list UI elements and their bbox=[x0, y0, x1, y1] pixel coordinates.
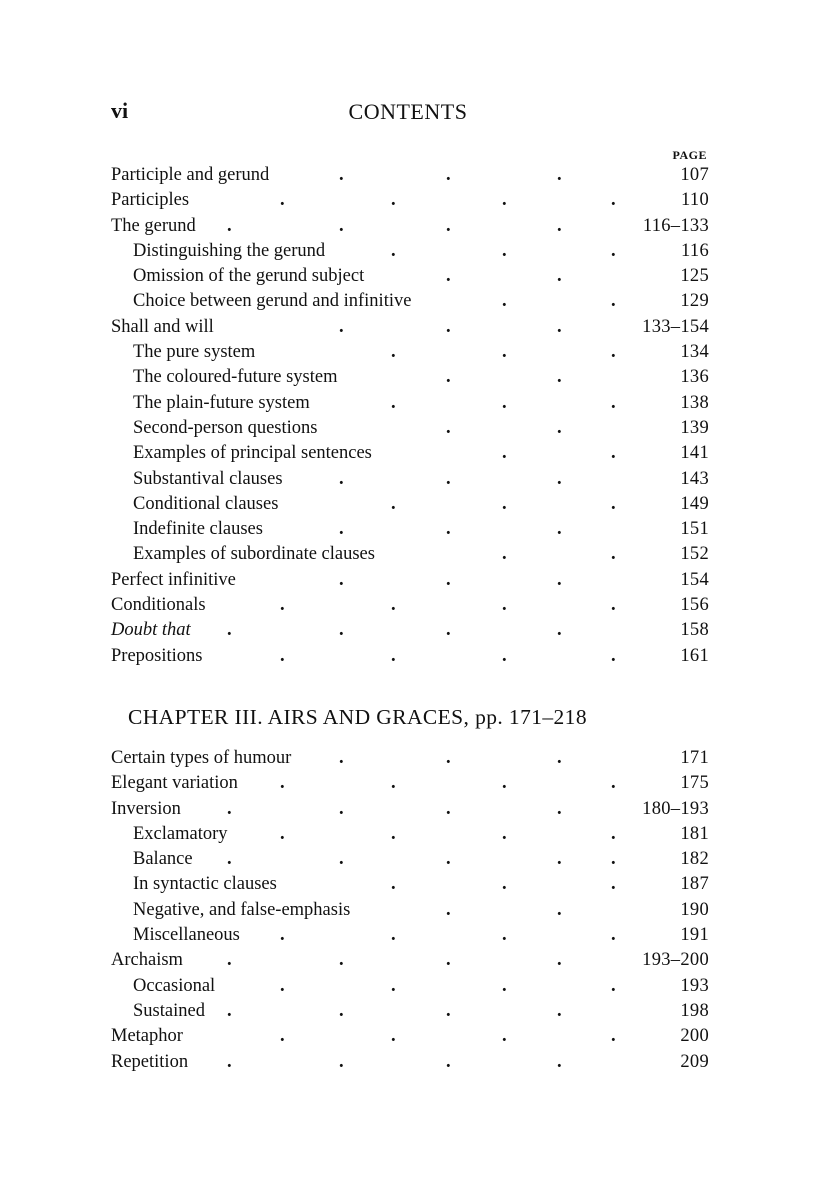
toc-entry: Elegant variation . . . . 175 bbox=[111, 771, 709, 796]
toc-entry: Metaphor . . . . 200 bbox=[111, 1024, 709, 1049]
running-head-title: CONTENTS bbox=[348, 99, 468, 124]
toc-entry: The coloured-future system . . 136 bbox=[111, 365, 709, 390]
toc-entry: Occasional . . . . 193 bbox=[111, 974, 709, 999]
toc-entry-label: The gerund bbox=[111, 215, 196, 236]
contents-section-1 bbox=[111, 163, 709, 669]
toc-entry: Sustained . . . . 198 bbox=[111, 999, 709, 1024]
toc-entry: Participles . . . . 110 bbox=[111, 188, 709, 213]
toc-entry-page: 209 bbox=[680, 1051, 709, 1072]
toc-entry-page: 158 bbox=[680, 620, 709, 641]
toc-entry-page: 151 bbox=[680, 519, 709, 540]
toc-entry: Balance . . . . . 182 bbox=[111, 847, 709, 872]
toc-entry: Substantival clauses . . . 143 bbox=[111, 467, 709, 492]
toc-entry-label: Omission of the gerund subject bbox=[133, 266, 365, 287]
toc-entry-page: 143 bbox=[680, 468, 709, 489]
toc-entry-page: 161 bbox=[680, 645, 709, 666]
toc-entry-label: Prepositions bbox=[111, 645, 203, 666]
toc-entry: Choice between gerund and infinitive . . 129 bbox=[111, 289, 709, 314]
toc-entry-label: The coloured-future system bbox=[133, 367, 338, 388]
toc-entry-label: Certain types of humour bbox=[111, 748, 292, 768]
toc-entry-label: Inversion bbox=[111, 798, 181, 819]
toc-entry-label: Substantival clauses bbox=[133, 468, 283, 489]
toc-entry: Perfect infinitive . . . 154 bbox=[111, 568, 709, 593]
toc-entry-page: 134 bbox=[680, 342, 709, 363]
toc-entry: Archaism . . . . 193–200 bbox=[111, 948, 709, 973]
toc-entry-page: 141 bbox=[680, 443, 709, 464]
toc-entry: The pure system . . . 134 bbox=[111, 340, 709, 365]
toc-entry-label: Second-person questions bbox=[133, 417, 318, 438]
toc-entry-page: 175 bbox=[680, 773, 709, 794]
toc-entry-page: 156 bbox=[680, 595, 709, 616]
toc-entry: Participle and gerund . . . 107 bbox=[111, 163, 709, 188]
toc-entry-page: 181 bbox=[680, 823, 709, 844]
toc-entry-label: Sustained bbox=[133, 1000, 205, 1021]
page-column-label: PAGE bbox=[672, 148, 707, 162]
toc-entry-page: 180–193 bbox=[642, 798, 709, 819]
toc-entry-label: Miscellaneous bbox=[133, 925, 240, 946]
toc-entry-label: Shall and will bbox=[111, 316, 214, 337]
toc-entry-page: 116 bbox=[681, 240, 709, 261]
toc-entry-page: 193–200 bbox=[642, 950, 709, 971]
toc-entry: Prepositions . . . . 161 bbox=[111, 644, 709, 669]
toc-entry: Negative, and false-emphasis . . 190 bbox=[111, 898, 709, 923]
toc-entry-label: Exclamatory bbox=[133, 823, 228, 844]
toc-entry-page: 129 bbox=[680, 291, 709, 312]
toc-entry: Exclamatory . . . . 181 bbox=[111, 822, 709, 847]
toc-entry: The gerund . . . . 116–133 bbox=[111, 214, 709, 239]
toc-entry-label: Elegant variation bbox=[111, 773, 238, 794]
toc-entry: Conditionals . . . . 156 bbox=[111, 593, 709, 618]
toc-entry-page: 125 bbox=[680, 266, 709, 287]
toc-entry-label: The pure system bbox=[133, 342, 256, 363]
toc-entry-label: Negative, and false-emphasis bbox=[133, 899, 351, 920]
toc-entry: Inversion . . . . 180–193 bbox=[111, 797, 709, 822]
toc-entry: Certain types of humour . . . 171 bbox=[111, 746, 709, 771]
toc-entry: Doubt that . . . . 158 bbox=[111, 618, 709, 643]
toc-entry-page: 198 bbox=[680, 1000, 709, 1021]
toc-entry: Omission of the gerund subject . . 125 bbox=[111, 264, 709, 289]
toc-entry-label: Perfect infinitive bbox=[111, 569, 236, 590]
toc-entry-page: 110 bbox=[681, 190, 709, 211]
toc-entry: Distinguishing the gerund . . . 116 bbox=[111, 239, 709, 264]
toc-entry-page: 200 bbox=[680, 1026, 709, 1047]
toc-entry-page: 133–154 bbox=[642, 316, 709, 337]
toc-entry-page: 182 bbox=[680, 849, 709, 870]
toc-entry-page: 107 bbox=[680, 165, 709, 185]
toc-entry-label: Metaphor bbox=[111, 1026, 183, 1047]
toc-entry-page: 187 bbox=[680, 874, 709, 895]
toc-entry: Examples of subordinate clauses . . 152 bbox=[111, 542, 709, 567]
toc-entry-page: 138 bbox=[680, 392, 709, 413]
toc-entry: Repetition . . . . 209 bbox=[111, 1050, 709, 1075]
toc-entry-label: Occasional bbox=[133, 975, 216, 996]
toc-entry-label: Distinguishing the gerund bbox=[133, 240, 326, 261]
toc-entry: Miscellaneous . . . . 191 bbox=[111, 923, 709, 948]
toc-entry-label: Conditional clauses bbox=[133, 493, 279, 514]
toc-entry-page: 116–133 bbox=[642, 215, 709, 236]
contents-section-2 bbox=[111, 746, 709, 1075]
toc-entry-page: 149 bbox=[680, 493, 709, 514]
toc-entry: In syntactic clauses . . . 187 bbox=[111, 872, 709, 897]
toc-entry-label: Examples of subordinate clauses bbox=[133, 544, 375, 565]
toc-entry: Shall and will . . . 133–154 bbox=[111, 315, 709, 340]
toc-entry-label: The plain-future system bbox=[133, 392, 310, 413]
toc-entry: Indefinite clauses . . . 151 bbox=[111, 517, 709, 542]
toc-entry-label: In syntactic clauses bbox=[133, 874, 277, 895]
toc-entry-page: 190 bbox=[680, 899, 709, 920]
toc-entry-page: 154 bbox=[680, 569, 709, 590]
toc-entry-label: Balance bbox=[133, 849, 193, 870]
toc-entry-label: Choice between gerund and infinitive bbox=[133, 291, 412, 312]
toc-entry-label: Participles bbox=[111, 190, 190, 211]
toc-entry-page: 136 bbox=[680, 367, 709, 388]
toc-entry: Conditional clauses . . . 149 bbox=[111, 492, 709, 517]
toc-entry-label: Doubt that bbox=[111, 620, 191, 641]
toc-entry-page: 191 bbox=[680, 925, 709, 946]
toc-entry-page: 152 bbox=[680, 544, 709, 565]
toc-entry: Second-person questions . . 139 bbox=[111, 416, 709, 441]
toc-entry-page: 171 bbox=[680, 748, 709, 768]
toc-entry-label: Participle and gerund bbox=[111, 165, 270, 185]
toc-entry: The plain-future system . . . 138 bbox=[111, 391, 709, 416]
toc-entry-page: 193 bbox=[680, 975, 709, 996]
toc-entry-label: Archaism bbox=[111, 950, 183, 971]
toc-entry-label: Repetition bbox=[111, 1051, 189, 1072]
page-number: vi bbox=[111, 98, 129, 123]
toc-entry-page: 139 bbox=[680, 417, 709, 438]
chapter-heading: CHAPTER III. AIRS AND GRACES, pp. 171–218 bbox=[128, 705, 587, 729]
toc-entry-label: Examples of principal sentences bbox=[133, 443, 372, 464]
toc-entry-label: Conditionals bbox=[111, 595, 206, 616]
toc-entry-label: Indefinite clauses bbox=[133, 519, 263, 540]
toc-entry: Examples of principal sentences . . 141 bbox=[111, 441, 709, 466]
